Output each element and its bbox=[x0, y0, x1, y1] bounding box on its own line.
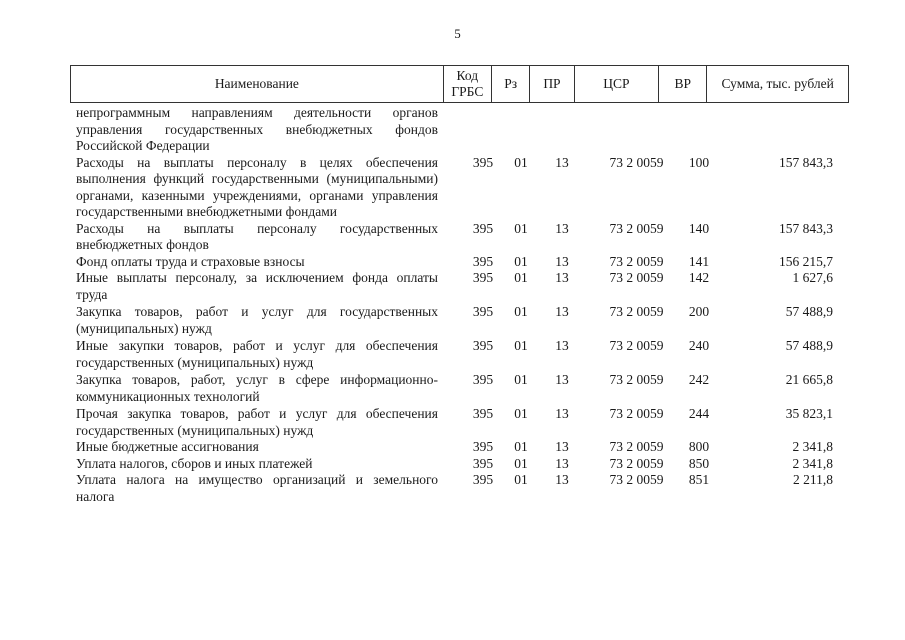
header-rz: Рз bbox=[491, 65, 530, 103]
row-pr: 13 bbox=[555, 220, 569, 236]
row-csr: 73 2 0059 bbox=[609, 372, 664, 387]
row-pr: 13 bbox=[555, 253, 569, 269]
header-grbs: Код ГРБС bbox=[443, 65, 492, 103]
row-csr: 73 2 0059 bbox=[609, 472, 664, 487]
row-vr: 141 bbox=[688, 253, 710, 269]
row-grbs: 395 bbox=[472, 220, 494, 236]
row-pr: 13 bbox=[555, 270, 569, 285]
row-sum: 157 843,3 bbox=[779, 220, 833, 236]
header-sum: Сумма, тыс. рублей bbox=[706, 65, 849, 103]
row-pr: 13 bbox=[555, 455, 569, 471]
table-row bbox=[76, 372, 836, 405]
row-vr: 851 bbox=[688, 472, 710, 487]
row-sum: 156 215,7 bbox=[779, 253, 833, 269]
header-csr: ЦСР bbox=[574, 65, 660, 103]
row-rz: 01 bbox=[514, 439, 528, 454]
row-csr: 73 2 0059 bbox=[609, 338, 664, 353]
row-pr: 13 bbox=[555, 338, 569, 353]
row-grbs: 395 bbox=[472, 154, 494, 170]
row-csr: 73 2 0059 bbox=[609, 270, 664, 285]
table-row bbox=[76, 254, 836, 271]
table-row bbox=[76, 439, 836, 456]
row-name: Уплата налога на имущество организаций и земельного налога bbox=[76, 472, 438, 504]
row-sum: 2 341,8 bbox=[792, 455, 833, 471]
row-csr: 73 2 0059 bbox=[609, 304, 664, 319]
row-sum: 157 843,3 bbox=[779, 154, 833, 170]
row-vr: 100 bbox=[688, 154, 710, 170]
row-pr: 13 bbox=[555, 472, 569, 487]
header-pr: ПР bbox=[529, 65, 574, 103]
row-grbs: 395 bbox=[472, 338, 494, 353]
row-name: Прочая закупка товаров, работ и услуг для обеспечения государственных (муниципальных) нужд bbox=[76, 406, 438, 438]
row-csr: 73 2 0059 bbox=[609, 154, 664, 170]
row-name: Расходы на выплаты персоналу в целях обеспечения выполнения функций государственными (муниципальными) органами, казенными учреждениями, органами управления государственными внебюджетными фондами bbox=[76, 154, 438, 219]
table-row bbox=[76, 406, 836, 439]
table-header bbox=[70, 65, 849, 103]
row-rz: 01 bbox=[514, 406, 528, 421]
row-csr: 73 2 0059 bbox=[609, 439, 664, 454]
row-sum: 57 488,9 bbox=[785, 338, 833, 353]
row-grbs: 395 bbox=[472, 253, 494, 269]
row-name: Уплата налогов, сборов и иных платежей bbox=[76, 455, 313, 471]
row-vr: 142 bbox=[688, 270, 710, 285]
row-rz: 01 bbox=[514, 220, 528, 236]
row-name: Иные бюджетные ассигнования bbox=[76, 439, 259, 454]
row-rz: 01 bbox=[514, 372, 528, 387]
row-grbs: 395 bbox=[472, 372, 494, 387]
row-rz: 01 bbox=[514, 154, 528, 170]
table-row bbox=[76, 105, 836, 155]
row-pr: 13 bbox=[555, 154, 569, 170]
page-number: 5 bbox=[454, 26, 461, 41]
header-name: Наименование bbox=[70, 65, 444, 103]
table-row bbox=[76, 338, 836, 371]
row-grbs: 395 bbox=[472, 472, 494, 487]
row-csr: 73 2 0059 bbox=[609, 220, 664, 236]
row-sum: 35 823,1 bbox=[785, 406, 833, 421]
row-name: Расходы на выплаты персоналу государственных внебюджетных фондов bbox=[76, 220, 438, 252]
row-rz: 01 bbox=[514, 304, 528, 319]
row-name: непрограммным направлениям деятельности органов управления государственных внебюджетных фондов Российской Федерации bbox=[76, 105, 438, 153]
row-sum: 21 665,8 bbox=[785, 372, 833, 387]
row-vr: 200 bbox=[688, 304, 710, 319]
row-rz: 01 bbox=[514, 472, 528, 487]
table-row bbox=[76, 304, 836, 337]
row-rz: 01 bbox=[514, 338, 528, 353]
row-sum: 2 341,8 bbox=[792, 439, 833, 454]
row-grbs: 395 bbox=[472, 439, 494, 454]
row-grbs: 395 bbox=[472, 406, 494, 421]
row-rz: 01 bbox=[514, 455, 528, 471]
row-vr: 240 bbox=[688, 338, 710, 353]
row-vr: 800 bbox=[688, 439, 710, 454]
row-rz: 01 bbox=[514, 253, 528, 269]
table-body bbox=[76, 105, 836, 505]
row-pr: 13 bbox=[555, 304, 569, 319]
header-vr: ВР bbox=[658, 65, 707, 103]
table-row bbox=[76, 155, 836, 221]
table-row bbox=[76, 472, 836, 505]
row-sum: 1 627,6 bbox=[792, 270, 833, 285]
table-row bbox=[76, 456, 836, 473]
row-csr: 73 2 0059 bbox=[609, 406, 664, 421]
row-vr: 242 bbox=[688, 372, 710, 387]
row-name: Иные закупки товаров, работ и услуг для обеспечения государственных (муниципальных) нужд bbox=[76, 338, 438, 370]
row-name: Закупка товаров, работ и услуг для государственных (муниципальных) нужд bbox=[76, 304, 438, 336]
row-grbs: 395 bbox=[472, 270, 494, 285]
row-csr: 73 2 0059 bbox=[609, 253, 664, 269]
row-vr: 850 bbox=[688, 455, 710, 471]
row-pr: 13 bbox=[555, 439, 569, 454]
table-row bbox=[76, 270, 836, 303]
table-row bbox=[76, 221, 836, 254]
row-sum: 2 211,8 bbox=[793, 472, 833, 487]
row-csr: 73 2 0059 bbox=[609, 455, 664, 471]
row-vr: 140 bbox=[688, 220, 710, 236]
row-name: Иные выплаты персоналу, за исключением фонда оплаты труда bbox=[76, 270, 438, 302]
row-name: Фонд оплаты труда и страховые взносы bbox=[76, 253, 305, 269]
row-sum: 57 488,9 bbox=[785, 304, 833, 319]
row-grbs: 395 bbox=[472, 304, 494, 319]
row-pr: 13 bbox=[555, 406, 569, 421]
row-name: Закупка товаров, работ, услуг в сфере информационно-коммуникационных технологий bbox=[76, 372, 438, 404]
row-pr: 13 bbox=[555, 372, 569, 387]
row-grbs: 395 bbox=[472, 455, 494, 471]
row-rz: 01 bbox=[514, 270, 528, 285]
row-vr: 244 bbox=[688, 406, 710, 421]
